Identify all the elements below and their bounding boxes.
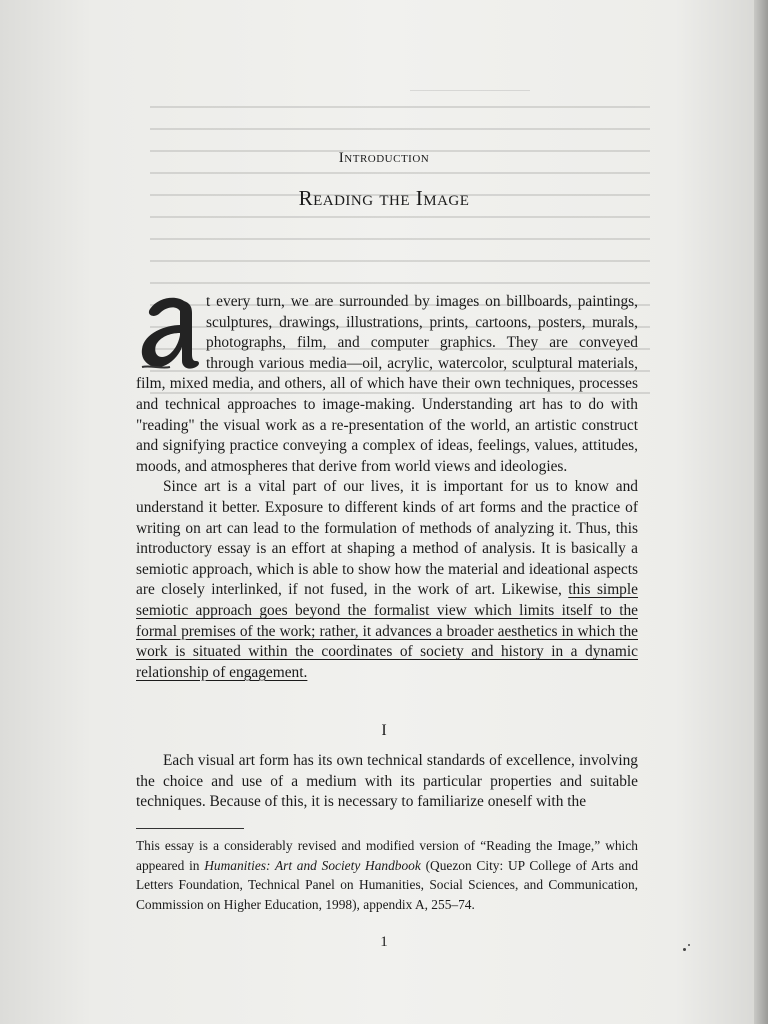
page-number: 1	[380, 934, 388, 950]
body-text-section-1	[136, 751, 638, 813]
footnote-book-title: Humanities: Art and Society Handbook	[204, 857, 421, 873]
body-text-top	[136, 292, 638, 683]
section-label: Introduction	[338, 150, 430, 166]
paragraph-1	[136, 292, 638, 477]
paragraph-2	[136, 477, 638, 683]
footnote	[136, 836, 638, 914]
dust-speck	[688, 944, 690, 946]
dust-speck	[683, 948, 686, 951]
section-number: I	[381, 722, 387, 739]
paragraph-3: Each visual art form has its own technical standards of excellence, involving the choice and use of a medium with its particular properties and suitable techniques. Because of this, it is necessary to familiarize oneself with the	[136, 752, 638, 811]
paragraph-2-text: Since art is a vital part of our lives, it is important for us to know and understand it better. Exposure to different kinds of art forms and the practice of writing on art can lead to the formulation of methods of analyzing it. Thus, this introductory essay is an effort at shaping a method of analysis. It is basically a semiotic approach, which is able to show how the material and ideational aspects are closely interlinked, if not fused, in the work of art. Likewise,	[136, 478, 638, 599]
footnote-text-end: (Quezon City: UP College of Arts and Letters Foundation, Technical Panel on Humanities, Social Sciences, and Communication, Commission on Higher Education, 1998), appendix A, 255–74.	[136, 857, 639, 912]
footnote-rule	[136, 828, 244, 829]
page-title: Reading the Image	[298, 186, 470, 210]
underlined-passage: this simple semiotic approach goes beyond the formalist view which limits itself to the formal premises of the work; rather, it advances a broader aesthetics in which the work is situated within the coordinates of society and history in a dynamic relationship of engagement.	[136, 581, 638, 681]
paragraph-1-text: t every turn, we are surrounded by images on billboards, paintings, sculptures, drawings, illustrations, prints, cartoons, posters, murals, photographs, film, and computer graphics. They are conveyed through various media—oil, acrylic, watercolor, sculptural materials, film, mixed media, and others, all of which have their own techniques, processes and technical approaches to image-making. Understanding art has to do with "reading" the visual work as a re-presentation of the world, an artistic construct and signifying practice conveying a complex of ideas, feelings, values, attitudes, moods, and atmospheres that derive from world views and ideologies.	[136, 293, 638, 475]
drop-cap-a-icon	[136, 295, 202, 373]
footnote-text-start: This essay is a considerably revised and modified version of “Reading the Image,” which appeared in	[136, 838, 638, 873]
